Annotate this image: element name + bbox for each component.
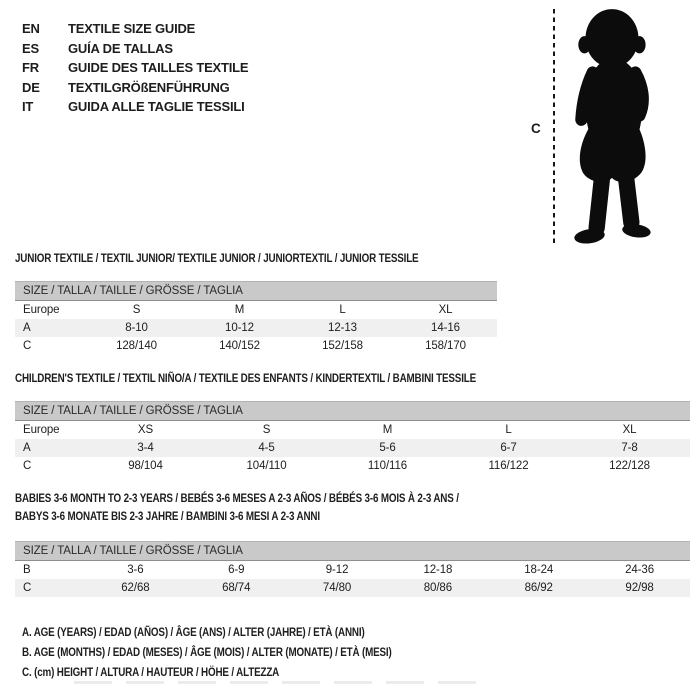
babies-section-title-line1: BABIES 3-6 MONTH TO 2-3 YEARS / BEBÉS 3-6 MESES A 2-3 AÑOS / BÉBÉS 3-6 MOIS À 2-3 ANS /: [15, 491, 459, 505]
table-cell: 3-6: [127, 564, 144, 576]
row-label: Europe: [23, 424, 60, 436]
table-cell: 18-24: [524, 564, 554, 576]
table-row: [15, 319, 497, 337]
table-cell: 86/92: [524, 582, 553, 594]
table-row: [15, 439, 690, 457]
table-cell: 9-12: [325, 564, 349, 576]
table-cell: 14-16: [431, 322, 460, 334]
table-cell: XL: [438, 304, 453, 316]
language-label: TEXTILE SIZE GUIDE: [68, 21, 196, 37]
row-label: A: [23, 442, 31, 454]
table-cell: 116/122: [488, 460, 529, 472]
language-code: DE: [22, 79, 40, 95]
table-cell: 7-8: [621, 442, 638, 454]
language-row: [22, 58, 248, 78]
table-row: [15, 421, 690, 439]
language-label: GUIDA ALLE TAGLIE TESSILI: [68, 99, 245, 115]
table-cell: 92/98: [625, 582, 654, 594]
table-cell: 104/110: [246, 460, 287, 472]
table-row: [15, 301, 497, 319]
table-cell: M: [382, 424, 393, 436]
language-code: EN: [22, 21, 40, 37]
language-label: TEXTILGRÖßENFÜHRUNG: [68, 79, 230, 95]
table-cell: XL: [622, 424, 637, 436]
language-row: [22, 97, 248, 117]
junior-section-title: JUNIOR TEXTILE / TEXTIL JUNIOR/ TEXTILE JUNIOR / JUNIORTEXTIL / JUNIOR TESSILE: [15, 251, 419, 265]
table-row: [15, 561, 690, 579]
language-label: GUIDE DES TAILLES TEXTILE: [68, 60, 249, 76]
size-header-band: SIZE / TALLA / TAILLE / GRÖSSE / TAGLIA: [15, 281, 497, 301]
row-label: B: [23, 564, 31, 576]
table-cell: 5-6: [379, 442, 396, 454]
table-cell: 140/152: [219, 340, 260, 352]
table-cell: 152/158: [322, 340, 363, 352]
note-c: C. (cm) HEIGHT / ALTURA / HAUTEUR / HÖHE / ALTEZZA: [22, 665, 280, 679]
table-cell: L: [339, 304, 346, 316]
table-cell: 98/104: [128, 460, 163, 472]
row-label: C: [23, 460, 32, 472]
language-code: FR: [22, 60, 39, 76]
height-measure-label: C: [531, 121, 541, 136]
legend-notes: [22, 622, 473, 682]
table-row: [15, 579, 690, 597]
table-cell: 62/68: [121, 582, 150, 594]
table-cell: 12-13: [328, 322, 357, 334]
toddler-silhouette-icon: [561, 8, 667, 246]
table-cell: 6-9: [228, 564, 245, 576]
language-row: [22, 39, 248, 59]
table-cell: M: [234, 304, 245, 316]
row-label: A: [23, 322, 31, 334]
table-cell: 110/116: [367, 460, 408, 472]
language-row: [22, 19, 248, 39]
size-header-band: SIZE / TALLA / TAILLE / GRÖSSE / TAGLIA: [15, 541, 690, 561]
table-cell: 80/86: [423, 582, 453, 594]
table-cell: 3-4: [137, 442, 154, 454]
table-cell: 8-10: [125, 322, 148, 334]
babies-size-table: [15, 541, 690, 597]
table-cell: 12-18: [423, 564, 453, 576]
language-row: [22, 78, 248, 98]
row-label: Europe: [23, 304, 60, 316]
table-cell: 122/128: [609, 460, 650, 472]
table-row: [15, 457, 690, 475]
junior-size-table: [15, 281, 497, 355]
table-cell: 6-7: [500, 442, 517, 454]
language-code: ES: [22, 40, 39, 56]
table-cell: XS: [137, 424, 154, 436]
table-cell: 10-12: [225, 322, 254, 334]
children-section-title: CHILDREN'S TEXTILE / TEXTIL NIÑO/A / TEXTILE DES ENFANTS / KINDERTEXTIL / BAMBINI TESSILE: [15, 371, 477, 385]
language-label: GUÍA DE TALLAS: [68, 40, 173, 56]
table-cell: S: [132, 304, 141, 316]
table-cell: L: [505, 424, 512, 436]
note-b: B. AGE (MONTHS) / EDAD (MESES) / ÂGE (MOIS) / ALTER (MONATE) / ETÀ (MESI): [22, 645, 392, 659]
language-legend: [22, 19, 248, 117]
height-dashed-line: [553, 9, 555, 243]
table-cell: S: [262, 424, 271, 436]
row-label: C: [23, 582, 32, 594]
table-cell: 74/80: [322, 582, 352, 594]
cropped-text-remnant: [74, 681, 482, 684]
row-label: C: [23, 340, 32, 352]
babies-section-title-line2: BABYS 3-6 MONATE BIS 2-3 JAHRE / BAMBINI 3-6 MESI A 2-3 ANNI: [15, 509, 320, 523]
table-cell: 24-36: [625, 564, 655, 576]
language-code: IT: [22, 99, 34, 115]
size-header-band: SIZE / TALLA / TAILLE / GRÖSSE / TAGLIA: [15, 401, 690, 421]
table-cell: 158/170: [425, 340, 466, 352]
children-size-table: [15, 401, 690, 475]
note-a: A. AGE (YEARS) / EDAD (AÑOS) / ÂGE (ANS) / ALTER (JAHRE) / ETÀ (ANNI): [22, 625, 365, 639]
table-cell: 4-5: [258, 442, 275, 454]
table-cell: 128/140: [116, 340, 157, 352]
table-cell: 68/74: [222, 582, 251, 594]
table-row: [15, 337, 497, 355]
